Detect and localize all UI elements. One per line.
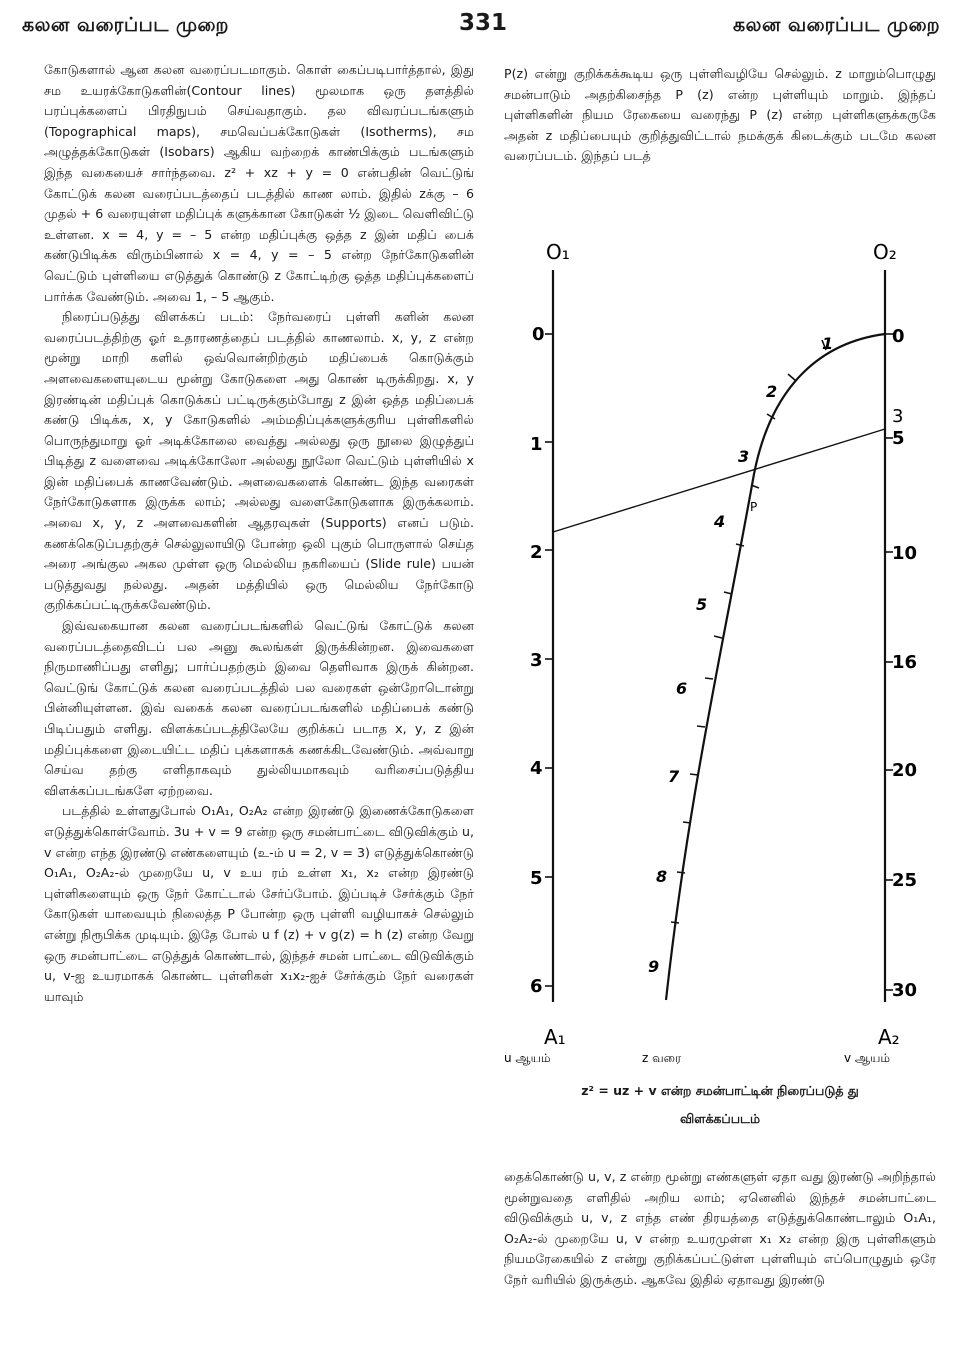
v-tick-label: 5 [892,428,905,449]
running-head-right: கலன வரைப்பட முறை [733,14,940,36]
v-tick-label: 16 [892,652,918,673]
o1-label: O₁ [546,240,570,264]
right-column-top [504,64,936,167]
z-label: 9 [648,957,660,976]
left-column [44,60,474,1007]
z-label: 4 [714,512,726,531]
u-tick-label: 3 [530,650,543,671]
v-tick-label: 10 [892,543,918,564]
v-tick-label: 30 [892,980,918,1001]
v-axis-name: v ஆயம் [844,1051,891,1065]
u-scale [530,324,545,997]
paragraph: கோடுகளால் ஆன கலன வரைப்படமாகும். கொள் கைப்படிபார்த்தால், இது சம உயரக்கோடுகளின்(Contour lines) மூலமாக ஒரு தளத்தில் பரப்புக்களைப் பிரதிநுபம் செய்வதாகும். தல விவரப்படங்களும் (Topographical maps), சமவெப்பக்கோடுகள் (Isotherms), சம அழுத்தக்கோடுகள் (Isobars) ஆகிய வற்றைக் காண்பிக்கும் படங்களும் இந்த வகையைச் சார்ந்தவை. z² + xz + y = 0 என்பதின் வெட்டுங் கோட்டுக் கலன வரைப்படத்தைப் படத்தில் காண லாம். இதில் zக்கு – 6 முதல் + 6 வரையுள்ள மதிப்புக் களுக்கான கோடுகள் ½ இடை வெளிவிட்டு உள்ளன. x = 4, y = – 5 என்ற மதிப்புக்கு ஒத்த z இன் மதிப் பைக் கண்டுபிடிக்க விரும்பினால் x = 4, y = – 5 என்ற நேர்கோடுகளின் வெட்டும் புள்ளியை எடுத்துக் கொண்டு z கோட்டிற்கு ஒத்த மதிப்புக்களைப் பார்க்க வேண்டும். அவை 1, – 5 ஆகும். [44,62,474,304]
paragraph: தைக்கொண்டு u, v, z என்ற மூன்று எண்களுள் ஏதா வது இரண்டு அறிந்தால் மூன்றுவதை எளிதில் அறிய லாம்; ஏனெனில் இந்தச் சமன்பாட்டை விடுவிக்கும் u, v, z எந்த எண் திரயத்தை எடுத்துக்கொண்டாலும் O₁A₁, O₂A₂-ல் முறையே u, v என்ற உயரமுள்ள x₁ x₂ என்ற இரு புள்ளிகளும் நியமரேகையில் z என்று குறிக்கப்பட்டுள்ள புள்ளியும் எப்பொழுதும் ஒரே நேர் வரியில் இருக்கும். ஆகவே இதில் ஏதாவது இரண்டு [504,1169,936,1287]
u-axis-name: u ஆயம் [504,1051,551,1065]
paragraph: படத்தில் உள்ளதுபோல் O₁A₁, O₂A₂ என்ற இரண்டு இணைக்கோடுகளை எடுத்துக்கொள்வோம். 3u + v = 9 என்ற ஒரு சமன்பாட்டை விடுவிக்கும் u, v என்ற எந்த இரண்டு எண்களையும் (உ-ம் u = 2, v = 3) எடுத்துக்கொண்டு O₁A₁, O₂A₂-ல் முறையே u, v உய ரம் உள்ள x₁, x₂ என்ற இரண்டு புள்ளிகளையும் ஒரு நேர் கோட்டால் சேர்ப்போம். இப்படிச் சேர்க்கும் நேர் கோடுகள் யாவையும் நிலைத்த P போன்ற ஒரு புள்ளி வழியாகச் செல்லும் என்று நிரூபிக்க முடியும். இதே போல் u f (z) + v g(z) = h (z) என்ற வேறு ஒரு சமன்பாட்டை எடுத்துக் கொண்டால், இந்தச் சமன் பாட்டை விடுவிக்கும் u, v-ஐ உயரமாகக் கொண்ட புள்ளிகள் x₁x₂-ஐச் சேர்க்கும் நேர் வரைகள் யாவும் [44,803,474,1004]
o2-label: O₂ [873,240,897,264]
z-label: 1 [822,334,834,353]
a2-label: A₂ [878,1025,900,1049]
v-tick-label: 25 [892,870,918,891]
a1-label: A₁ [544,1025,566,1049]
z-label: 6 [676,679,688,698]
page-number: 331 [458,10,507,36]
v-extra-label: 3 [892,406,904,427]
z-label: 5 [696,595,708,614]
z-curve-labels [648,334,833,976]
u-tick-label: 1 [530,434,543,455]
figure-caption-line1: z² = uz + v என்ற சமன்பாட்டின் நிரைப்படுத் து [581,1083,859,1098]
v-tick-label: 0 [892,326,905,347]
running-head-left: கலன வரைப்பட முறை [22,14,229,36]
z-curve-name: z வரை [642,1051,682,1065]
u-tick-label: 6 [530,976,543,997]
z-label: 3 [738,447,750,466]
u-tick-label: 2 [530,542,543,563]
z-curve [666,334,885,1000]
right-column-bottom [504,1167,936,1291]
u-tick-label: 4 [530,758,543,779]
z-label: 8 [656,867,668,886]
figure-caption-line2: விளக்கப்படம் [679,1111,761,1126]
nomogram-figure [504,232,936,1072]
point-p-label: P [750,500,758,514]
v-scale [892,326,917,1001]
u-scale-ticks [545,334,553,986]
paragraph: இவ்வகையான கலன வரைப்படங்களில் வெட்டுங் கோட்டுக் கலன வரைப்படத்தைவிடப் பல அனு கூலங்கள் இருக்கின்றன. இவைகளை நிருமாணிப்பது எளிது; பார்ப்பதற்கும் இவை தெளிவாக இருக் கின்றன. வெட்டுங் கோட்டுக் கலன வரைப்படத்தில் பல வரைகள் ஒன்றோடொன்று பின்னியுள்ளன. இவ் வகைக் கலன வரைப்படங்களில் மதிப்பைக் கண்டு பிடிப்பதும் எளிது. விளக்கப்படத்திலேயே குறிக்கப் படாத x, y, z இன் மதிப்புக்களை இடையிட்ட மதிப் புக்களாகக் கணக்கிடவேண்டும். அவ்வாறு செய்வ தற்கு எளிதாகவும் துல்லியமாகவும் வரிசைப்படுத்திய விளக்கப்படங்களே ஏற்றவை. [44,618,474,798]
v-tick-label: 20 [892,760,918,781]
u-tick-label: 0 [532,324,545,345]
z-curve-ticks [671,340,826,923]
u-tick-label: 5 [530,868,543,889]
z-label: 2 [766,382,778,401]
z-label: 7 [668,767,680,786]
paragraph: நிரைப்படுத்து விளக்கப் படம்: நேர்வரைப் புள்ளி களின் கலன வரைப்படத்திற்கு ஓர் உதாரணத்தைப் படத்தில் காணலாம். x, y, z என்ற மூன்று மாறி களில் ஒவ்வொன்றிற்கும் மதிப்பைக் கொடுக்கும் அளவைகளையுடைய மூன்று கோடுகளை அது கொண் டிருக்கிறது. x, y இரண்டின் மதிப்புக் கொடுக்கப் பட்டிருக்கும்போது z இன் ஒத்த மதிப்பைக் கண்டு பிடிக்க, x, y கோடுகளில் அம்மதிப்புக்களுக்குரிய புள்ளிகளில் பொருந்துமாறு ஓர் அடிக்கோலை வைத்து அல்லது ஒரு நூலை இழுத்துப் பிடித்து z வளைவை அடிக்கோலோ அல்லது நூலோ வெட்டும் புள்ளியில் x இன் மதிப்பைக் காணவேண்டும். அளவைகளைக் கொண்ட இந்த வரைகள் நேர்கோடுகளாக இருக்க லாம்; அல்லது வளைகோடுகளாக இருக்கலாம். அவை x, y, z அளவைகளின் ஆதரவுகள் (Supports) எனப் படும். கணக்கெடுப்பதற்குச் செல்லுலாயிடு போன்ற ஒலி புகும் பொருளால் செய்த அரை அங்குல அகல முள்ள ஒரு மெல்லிய நகரியைப் (Slide rule) பயன் படுத்துவது நல்லது. அதன் மத்தியில் ஒரு மெல்லிய நேர்கோடு குறிக்கப்பட்டிருக்கவேண்டும். [44,309,474,613]
paragraph: P(z) என்று குறிக்கக்கூடிய ஒரு புள்ளிவழியே செல்லும். z மாறும்பொழுது சமன்பாடும் அதற்கிசைந்த P (z) என்ற புள்ளியும் மாறும். இந்தப் புள்ளிகளின் நியம ரேகையை வரைந்து P (z) என்ற புள்ளிகளுக்கருகே அதன் z மதிப்பையும் குறித்துவிட்டால் நமக்குக் கிடைக்கும் படமே கலன வரைப்படம். இந்தப் படத் [504,66,936,164]
